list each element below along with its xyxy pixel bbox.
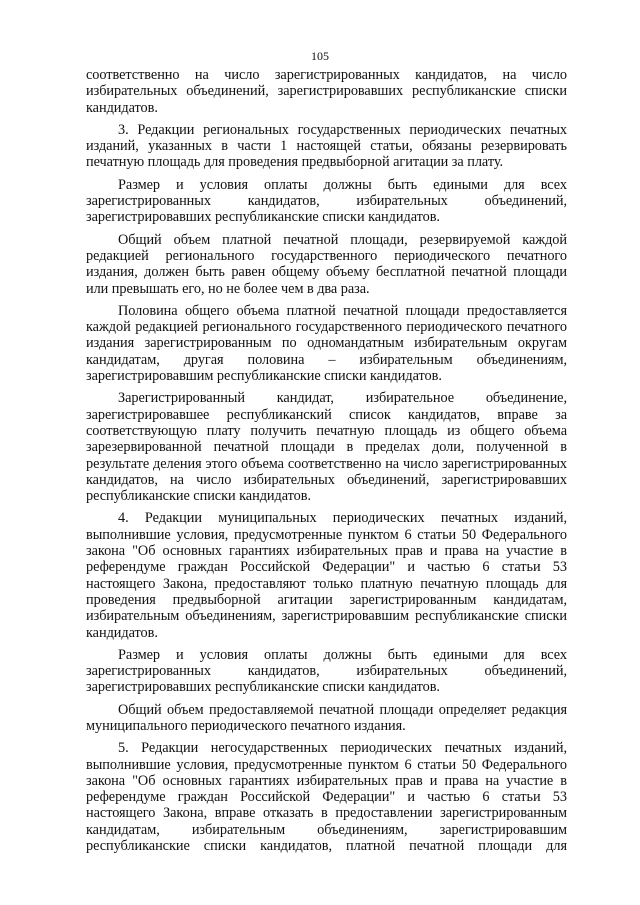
paragraph-municipal-volume: Общий объем предоставляемой печатной площади определяет редакция муниципального периодического печатного издания. bbox=[86, 701, 567, 734]
paragraph-space-split: Половина общего объема платной печатной площади предоставляется каждой редакцией регионального государственного периодического печатного издания зарегистрированным по одномандатным избирательным округам кандидатам, другая половина – избирательным объединениям, зарегистрировавшим республиканские списки кандидатов. bbox=[86, 302, 567, 385]
paragraph-continued: соответственно на число зарегистрированных кандидатов, на число избирательных объединений, зарегистрировавших республиканские списки кандидатов. bbox=[86, 67, 567, 116]
paragraph-payment-terms-municipal: Размер и условия оплаты должны быть едиными для всех зарегистрированных кандидатов, избирательных объединений, зарегистрировавших республиканские списки кандидатов. bbox=[86, 646, 567, 696]
paragraph-candidate-share: Зарегистрированный кандидат, избирательное объединение, зарегистрировавшее республиканский список кандидатов, вправе за соответствующую плату получить печатную площадь из общего объема зарезервированной печатной площади в пределах доли, полученной в результате деления этого объема соответственно на число зарегистрированных кандидатов, на число избирательных объединений, зарегистрировавших республиканские списки кандидатов. bbox=[86, 390, 567, 505]
paragraph-clause-5: 5. Редакции негосударственных периодических печатных изданий, выполнившие условия, предусмотренные пунктом 6 статьи 50 Федерального закона "Об основных гарантиях избирательных прав и права на участие в референдуме граждан Российской Федерации" и частью 6 статьи 53 настоящего Закона, вправе отказать в предоставлении зарегистрированным кандидатам, избирательным объединениям, зарегистрировавшим республиканские списки кандидатов, платной печатной площади для bbox=[86, 740, 567, 855]
paragraph-clause-4: 4. Редакции муниципальных периодических печатных изданий, выполнившие условия, предусмотренные пунктом 6 статьи 50 Федерального закона "Об основных гарантиях избирательных прав и права на участие в референдуме граждан Российской Федерации" и частью 6 статьи 53 настоящего Закона, предоставляют только платную печатную площадь для проведения предвыборной агитации зарегистрированным кандидатам, избирательным объединениям, зарегистрировавшим республиканские списки кандидатов. bbox=[86, 510, 567, 641]
paragraph-payment-terms: Размер и условия оплаты должны быть едиными для всех зарегистрированных кандидатов, избирательных объединений, зарегистрировавших республиканские списки кандидатов. bbox=[86, 176, 567, 226]
paragraph-paid-space-volume: Общий объем платной печатной площади, резервируемой каждой редакцией регионального государственного периодического печатного издания, должен быть равен общему объему бесплатной печатной площади или превышать его, но не более чем в два раза. bbox=[86, 231, 567, 297]
page-number: 105 bbox=[311, 49, 329, 63]
document-body bbox=[86, 67, 567, 860]
paragraph-clause-3: 3. Редакции региональных государственных периодических печатных изданий, указанных в части 1 настоящей статьи, обязаны резервировать печатную площадь для проведения предвыборной агитации за плату. bbox=[86, 121, 567, 171]
